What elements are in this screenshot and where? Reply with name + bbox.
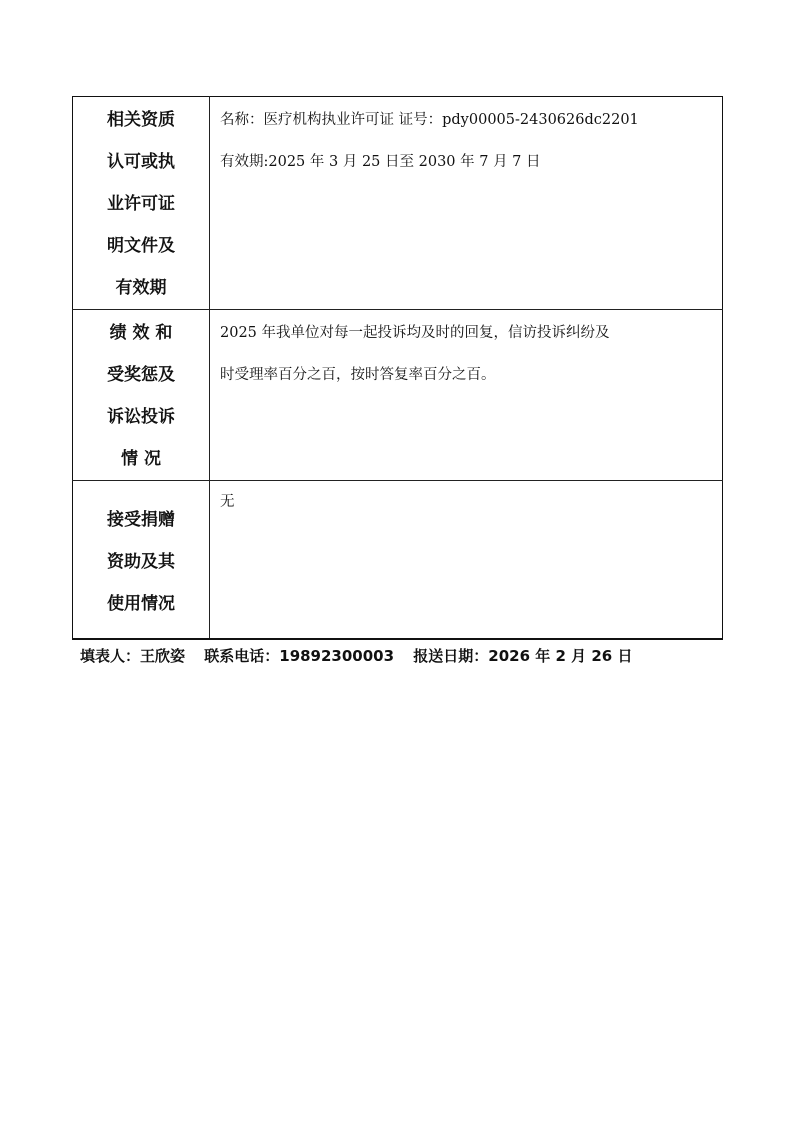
label-line: 相关资质 bbox=[107, 110, 175, 130]
label-line: 情 况 bbox=[121, 449, 161, 469]
label-line: 认可或执 bbox=[107, 152, 175, 172]
row-label bbox=[73, 481, 209, 625]
label-line: 使用情况 bbox=[107, 594, 175, 614]
row-label bbox=[73, 310, 209, 480]
label-line: 有效期 bbox=[115, 278, 167, 298]
contact-phone: 联系电话：19892300003 bbox=[204, 647, 395, 665]
label-line: 资助及其 bbox=[107, 552, 175, 572]
report-date: 报送日期：2026 年 2 月 26 日 bbox=[413, 647, 633, 665]
form-footer bbox=[80, 640, 632, 672]
label-cell bbox=[73, 310, 210, 481]
row-content bbox=[210, 310, 722, 396]
content-cell bbox=[210, 97, 723, 310]
label-cell bbox=[73, 97, 210, 310]
content-line: 有效期:2025 年 3 月 25 日至 2030 年 7 月 7 日 bbox=[220, 154, 541, 170]
content-line: 时受理率百分之百，按时答复率百分之百。 bbox=[220, 367, 496, 383]
content-line: 2025 年我单位对每一起投诉均及时的回复，信访投诉纠纷及 bbox=[220, 325, 610, 341]
label-line: 绩 效 和 bbox=[109, 323, 173, 343]
label-line: 业许可证 bbox=[107, 194, 175, 214]
label-line: 明文件及 bbox=[107, 236, 175, 256]
table-row-performance bbox=[73, 310, 723, 481]
row-content bbox=[210, 481, 722, 523]
label-cell bbox=[73, 481, 210, 639]
table-row-donation bbox=[73, 481, 723, 639]
row-content bbox=[210, 97, 722, 183]
label-line: 诉讼投诉 bbox=[107, 407, 175, 427]
filler-name: 填表人：王欣姿 bbox=[80, 647, 186, 665]
row-label bbox=[73, 97, 209, 309]
info-table bbox=[72, 96, 723, 640]
table-row-qualification bbox=[73, 97, 723, 310]
label-line: 接受捐赠 bbox=[107, 510, 175, 530]
content-line: 名称：医疗机构执业许可证 证号：pdy00005-2430626dc2201 bbox=[220, 112, 639, 128]
content-cell bbox=[210, 310, 723, 481]
content-line: 无 bbox=[220, 494, 235, 510]
label-line: 受奖惩及 bbox=[107, 365, 175, 385]
content-cell bbox=[210, 481, 723, 639]
